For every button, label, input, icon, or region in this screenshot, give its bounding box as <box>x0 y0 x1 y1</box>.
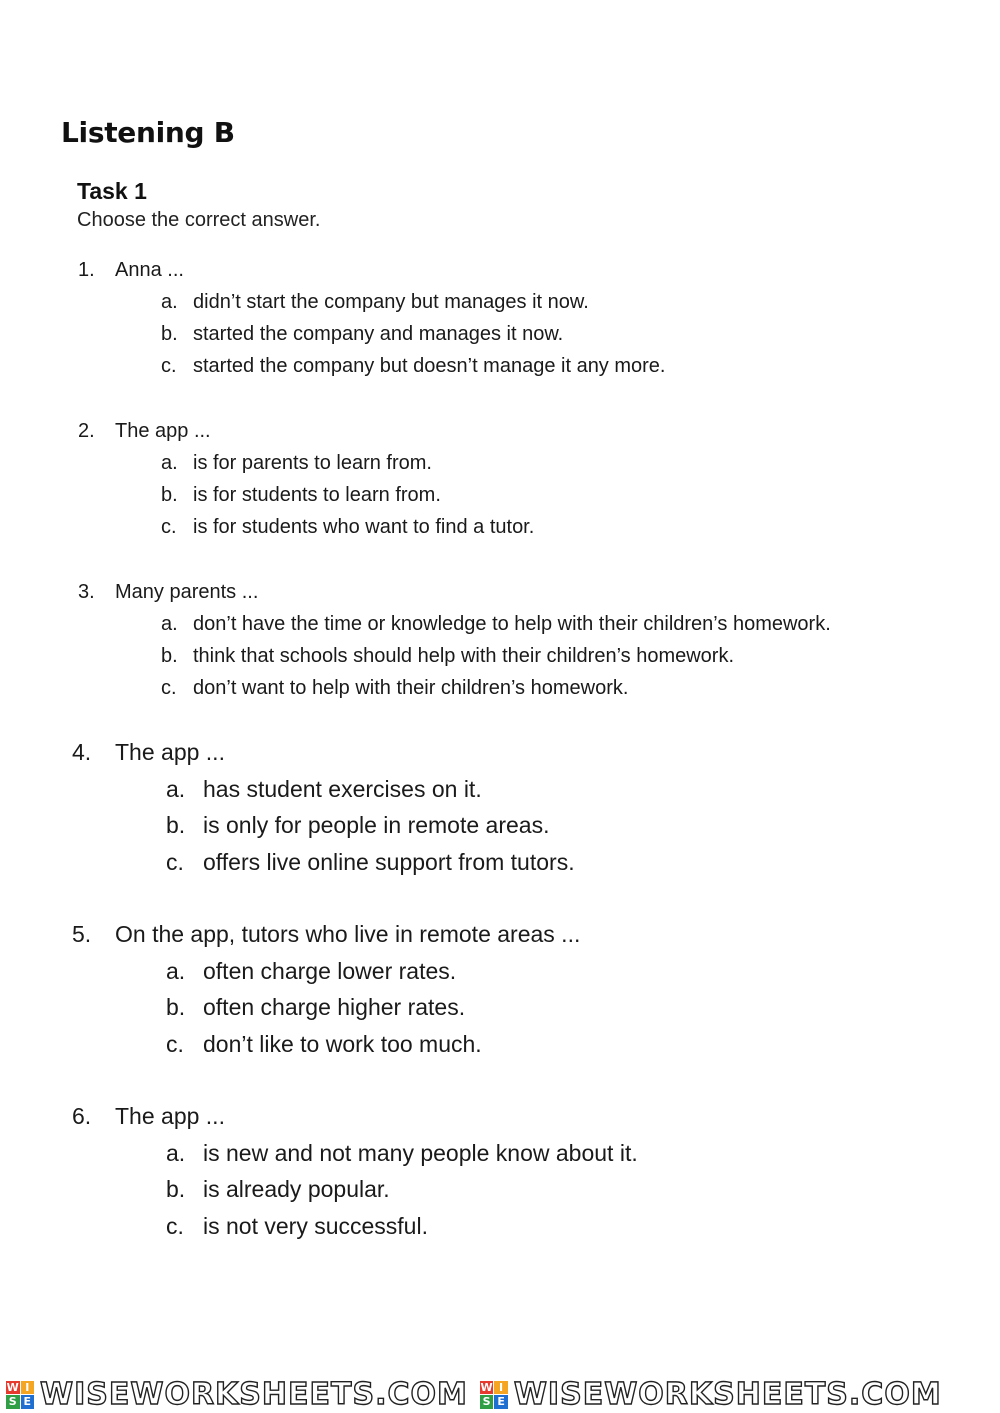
option-text: often charge lower rates. <box>203 957 457 984</box>
option-letter: a. <box>161 613 178 635</box>
option-text: don’t have the time or knowledge to help with their children’s homework. <box>193 613 831 635</box>
option-letter: a. <box>161 452 178 474</box>
logo-mark-letter: E <box>21 1395 35 1409</box>
option-letter: c. <box>166 848 184 875</box>
logo-mark-icon <box>480 1381 508 1409</box>
option-text: often charge higher rates. <box>203 994 466 1020</box>
option-text: is for parents to learn from. <box>193 452 432 474</box>
option-text: is only for people in remote areas. <box>203 812 550 838</box>
option-text: started the company and manages it now. <box>193 323 564 345</box>
option-letter: b. <box>161 645 178 667</box>
option-text: think that schools should help with their children’s homework. <box>193 645 735 667</box>
logo-wordmark: WISEWORKSHEETS.COM <box>513 1376 942 1412</box>
question-number: 4. <box>72 739 92 765</box>
option-letter: c. <box>161 677 177 699</box>
option-text: didn’t start the company but manages it now. <box>193 291 589 313</box>
option-letter: a. <box>166 1139 186 1166</box>
logo-mark-letter: W <box>6 1380 19 1394</box>
watermark-logo <box>480 1376 942 1412</box>
question-text: The app ... <box>115 1103 225 1129</box>
option-text: is for students to learn from. <box>193 484 441 506</box>
option-letter: c. <box>161 355 177 377</box>
logo-mark-letter: I <box>494 1381 508 1395</box>
option-letter: a. <box>166 775 186 802</box>
watermark-logo <box>6 1376 468 1412</box>
task-instruction: Choose the correct answer. <box>77 209 321 231</box>
option-letter: b. <box>166 1176 186 1202</box>
option-letter: b. <box>166 994 186 1020</box>
option-letter: b. <box>161 323 178 345</box>
option-text: started the company but doesn’t manage it any more. <box>193 355 666 377</box>
footer-watermark <box>0 1376 1000 1413</box>
option-letter: c. <box>166 1212 184 1239</box>
option-text: don’t want to help with their children’s homework. <box>193 677 629 699</box>
logo-mark-letter: W <box>480 1380 493 1394</box>
question-number: 5. <box>72 921 92 947</box>
logo-mark-letter: S <box>6 1395 20 1409</box>
question-number: 1. <box>78 259 95 281</box>
question-number: 6. <box>72 1103 92 1129</box>
option-text: is already popular. <box>203 1176 390 1202</box>
question-text: Many parents ... <box>115 581 259 603</box>
option-letter: c. <box>161 516 177 538</box>
option-text: is not very successful. <box>203 1212 428 1239</box>
option-text: offers live online support from tutors. <box>203 848 575 875</box>
logo-wordmark: WISEWORKSHEETS.COM <box>40 1376 468 1412</box>
option-letter: a. <box>166 957 186 984</box>
option-letter: b. <box>166 812 186 838</box>
question-text: The app ... <box>115 420 211 442</box>
logo-mark-letter: S <box>480 1395 494 1409</box>
task-title: Task 1 <box>77 178 147 204</box>
option-letter: c. <box>166 1030 184 1057</box>
option-letter: a. <box>161 291 178 313</box>
question-text: Anna ... <box>115 259 184 281</box>
page-title: Listening B <box>61 116 235 149</box>
question-number: 2. <box>78 420 95 442</box>
option-text: don’t like to work too much. <box>203 1030 482 1057</box>
logo-mark-icon <box>6 1381 34 1409</box>
logo-mark-letter: E <box>494 1395 508 1409</box>
option-letter: b. <box>161 484 178 506</box>
logo-mark-letter: I <box>21 1381 35 1395</box>
question-text: The app ... <box>115 739 225 765</box>
question-number: 3. <box>78 581 95 603</box>
option-text: has student exercises on it. <box>203 775 482 802</box>
option-text: is new and not many people know about it. <box>203 1139 638 1166</box>
option-text: is for students who want to find a tutor. <box>193 516 535 538</box>
question-text: On the app, tutors who live in remote areas ... <box>115 921 581 947</box>
